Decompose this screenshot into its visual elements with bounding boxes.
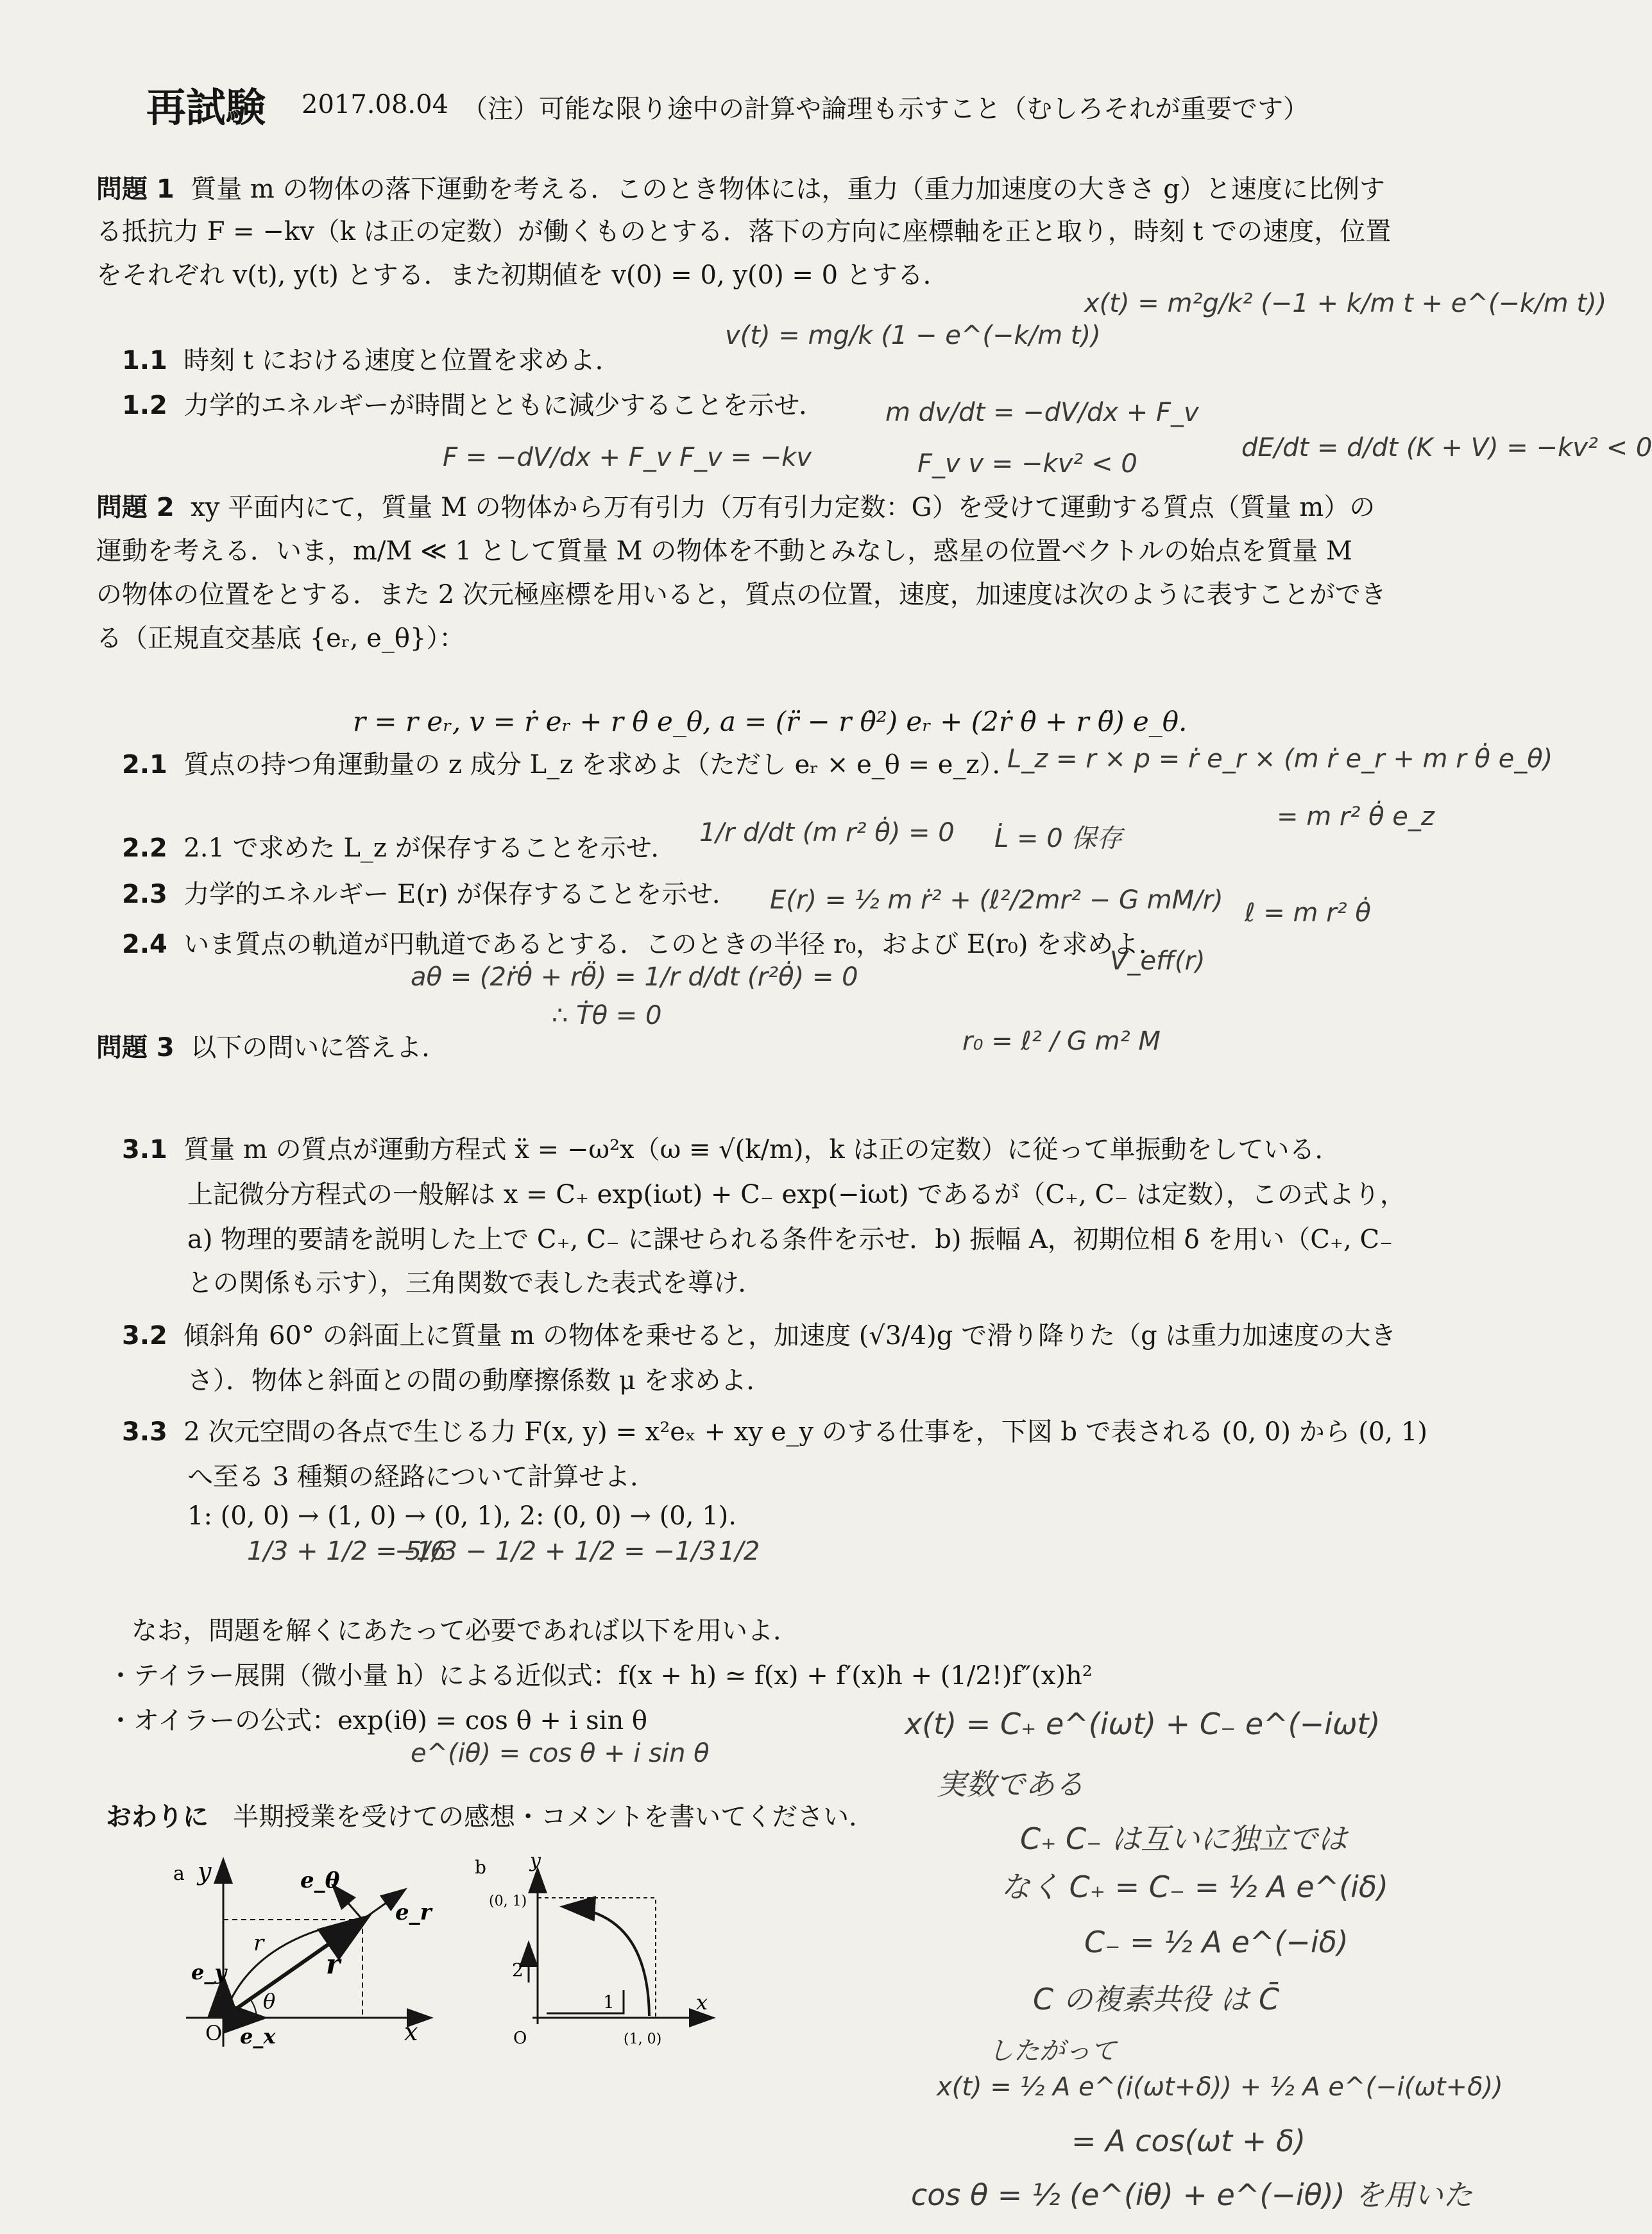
- figure-a-ey-label: e_y: [191, 1960, 226, 1984]
- problem-3-intro: 以下の問いに答えよ．: [191, 1033, 448, 1062]
- question-1-1-num: 1.1: [122, 346, 167, 375]
- question-2-4: [122, 924, 1164, 960]
- hw-lz-result: = m r² θ̇ e_z: [1277, 802, 1435, 831]
- problem-1-label: 問題 1: [96, 175, 175, 204]
- problem-2-line-4: る（正規直交基底 {eᵣ, e_θ}）：: [96, 624, 465, 653]
- question-3-1-num: 3.1: [122, 1135, 167, 1164]
- hw-work-path-3: −1/3 − 1/2 + 1/2 = −1/3: [395, 1537, 717, 1566]
- figure-a-ex-label: e_x: [240, 2024, 276, 2049]
- figure-a-y-label: y: [198, 1857, 212, 1886]
- hw-cos-identity: cos θ = ½ (e^(iθ) + e^(−iθ)) を用いた: [911, 2178, 1473, 2212]
- figure-a-er-label: e_r: [395, 1900, 432, 1925]
- hw-conjugate: C の複素共役 は C̄: [1033, 1982, 1280, 2017]
- hw-euler: e^(iθ) = cos θ + i sin θ: [411, 1739, 710, 1768]
- problem-1: [96, 168, 1385, 210]
- closing-label: おわりに: [106, 1802, 209, 1832]
- question-2-1-num: 2.1: [122, 750, 167, 780]
- closing-text: 半期授業を受けての感想・コメントを書いてください．: [233, 1802, 875, 1832]
- hw-not-independent: C₊ C₋ は互いに独立では: [1020, 1821, 1348, 1856]
- problem-2-line-2: 運動を考える．いま，m/M ≪ 1 として質量 M の物体を不動とみなし，惑星の位置ベクトルの始点を質量 M: [96, 536, 1352, 566]
- hw-c-plus: なく C₊ = C₋ = ½ A e^(iδ): [1001, 1870, 1388, 1904]
- figure-a-polar: [173, 1848, 443, 2066]
- question-2-2-num: 2.2: [122, 833, 167, 863]
- polar-equations: r = r eᵣ, v = ṙ eᵣ + r θ̇ e_θ, a = (r̈ − r θ̇²) eᵣ + (2ṙ θ̇ + r θ̈) e_θ.: [353, 706, 1188, 737]
- angle-arc: [250, 1999, 257, 2018]
- hw-veff: V_eff(r): [1110, 946, 1205, 976]
- question-2-1-text: 質点の持つ角運動量の z 成分 L_z を求めよ（ただし eᵣ × e_θ = e_z）．: [183, 750, 1018, 780]
- question-3-1-line-1: 質量 m の質点が運動方程式 ẍ = −ω²x（ω ≡ √(k/m)，k は正の定数）に従って単振動をしている．: [183, 1135, 1341, 1164]
- question-3-3: [122, 1411, 1427, 1448]
- problem-3: [96, 1027, 447, 1069]
- hw-force: F = −dV/dx + F_v F_v = −kv: [443, 443, 812, 472]
- figure-b-x-label: x: [696, 1990, 708, 2015]
- question-2-3: [122, 874, 738, 910]
- hw-energy: E(r) = ½ m ṙ² + (ℓ²/2mr² − G mM/r): [770, 885, 1223, 915]
- problem-1-line-2: る抵抗力 F = −kv（k は正の定数）が働くものとする．落下の方向に座標軸を正と取り，時刻 t での速度，位置: [96, 217, 1392, 246]
- hw-energy-rate: dE/dt = d/dt (K + V) = −kv² < 0: [1241, 433, 1652, 463]
- hw-cos-form: = A cos(ωt + δ): [1071, 2124, 1306, 2158]
- figure-a-origin: O: [205, 2021, 223, 2045]
- question-2-4-text: いま質点の軌道が円軌道であるとする．このときの半径 r₀，および E(r₀) を求めよ．: [183, 930, 1165, 959]
- figure-b-label: b: [475, 1857, 486, 1878]
- question-3-1-line-3: a) 物理的要請を説明した上で C₊, C₋ に課せられる条件を示せ．b) 振幅 A，初期位相 δ を用い（C₊, C₋: [187, 1225, 1393, 1254]
- problem-3-label: 問題 3: [96, 1033, 175, 1062]
- figure-a-etheta-label: e_θ: [300, 1868, 340, 1893]
- question-3-2: [122, 1315, 1396, 1352]
- hw-position: x(t) = m²g/k² (−1 + k/m t + e^(−k/m t)): [1084, 289, 1607, 318]
- question-2-4-num: 2.4: [122, 930, 167, 959]
- figure-b-point-01: (0, 1): [489, 1893, 527, 1909]
- figure-b-origin: O: [513, 2029, 527, 2048]
- question-1-2: [122, 385, 824, 422]
- figure-a-x-label: x: [404, 2018, 418, 2046]
- question-3-2-line-2: さ）．物体と斜面との間の動摩擦係数 μ を求めよ．: [187, 1366, 772, 1395]
- hw-eom: m dv/dt = −dV/dx + F_v: [885, 398, 1199, 427]
- position-vector: [223, 1918, 366, 2018]
- closing: [106, 1796, 874, 1833]
- figure-a-theta: θ: [263, 1989, 276, 2013]
- question-3-3-paths: 1: (0, 0) → (1, 0) → (0, 1), 2: (0, 0) → (0, 1).: [187, 1501, 737, 1531]
- figure-b-path-1: 1: [603, 1991, 615, 2013]
- question-2-2: [122, 828, 677, 864]
- question-3-2-num: 3.2: [122, 1321, 167, 1351]
- hw-c-minus: C₋ = ½ A e^(−iδ): [1084, 1925, 1349, 1959]
- question-1-2-num: 1.2: [122, 391, 167, 420]
- question-2-1: [122, 744, 1018, 781]
- figure-b-point-10: (1, 0): [624, 2031, 662, 2047]
- question-1-1: [122, 340, 621, 377]
- figure-b-y-label: y: [530, 1850, 541, 1872]
- figure-a-r-vector: r: [326, 1948, 341, 1980]
- question-3-2-line-1: 傾斜角 60° の斜面上に質量 m の物体を乗せると，加速度 (√3/4)g で滑り降りた（g は重力加速度の大き: [183, 1321, 1397, 1351]
- hw-conservation: 1/r d/dt (m r² θ̇) = 0: [699, 818, 955, 848]
- figure-b-paths: [475, 1848, 719, 2059]
- question-3-1-line-4: との関係も示す），三角関数で表した表式を導け．: [187, 1268, 764, 1298]
- hw-therefore-2: したがって: [988, 2036, 1116, 2066]
- question-3-3-num: 3.3: [122, 1417, 167, 1447]
- problem-2-label: 問題 2: [96, 493, 175, 522]
- hw-dissipation: F_v v = −kv² < 0: [917, 449, 1137, 479]
- hint-intro: なお，問題を解くにあたって必要であれば以下を用いよ．: [132, 1616, 799, 1646]
- question-3-1: [122, 1129, 1340, 1166]
- hw-velocity: v(t) = mg/k (1 − e^(−k/m t)): [725, 321, 1101, 350]
- hw-ell: ℓ = m r² θ̇: [1245, 898, 1371, 928]
- question-2-3-num: 2.3: [122, 880, 167, 909]
- problem-1-line-3: をそれぞれ v(t), y(t) とする．また初期値を v(0) = 0, y(0) = 0 とする．: [96, 260, 949, 290]
- question-1-2-text: 力学的エネルギーが時間とともに減少することを示せ．: [183, 391, 825, 420]
- problem-2-line-1: xy 平面内にて，質量 M の物体から万有引力（万有引力定数：G）を受けて運動する質点（質量 m）の: [191, 493, 1375, 522]
- question-3-1-line-2: 上記微分方程式の一般解は x = C₊ exp(iωt) + C₋ exp(−iωt) であるが（C₊, C₋ は定数），この式より，: [187, 1180, 1406, 1209]
- hw-angular-momentum: L_z = r × p = ṙ e_r × (m ṙ e_r + m r θ̇ e_θ): [1007, 744, 1553, 774]
- hw-work-path-2: 1/2: [719, 1537, 760, 1566]
- figure-b-path-2: 2: [512, 1959, 524, 1981]
- exam-date: 2017.08.04: [302, 90, 449, 119]
- hw-radius: r₀ = ℓ² / G m² M: [962, 1027, 1161, 1056]
- hw-solution: x(t) = ½ A e^(i(ωt+δ)) + ½ A e^(−i(ωt+δ)): [937, 2072, 1503, 2102]
- hw-real: 実数である: [937, 1767, 1084, 1802]
- hw-therefore: ∴ Ṫθ = 0: [552, 1001, 662, 1030]
- problem-2: [96, 486, 1375, 529]
- hw-work-path-1: 1/3 + 1/2 = 5/6: [247, 1537, 447, 1566]
- problem-2-line-3: の物体の位置をとする．また 2 次元極座標を用いると，質点の位置，速度，加速度は次のように表すことができ: [96, 580, 1386, 610]
- question-3-3-line-2: へ至る 3 種類の経路について計算せよ．: [187, 1462, 656, 1492]
- hint-euler: ・オイラーの公式：exp(iθ) = cos θ + i sin θ: [108, 1706, 648, 1735]
- problem-1-line-1: 質量 m の物体の落下運動を考える．このとき物体には，重力（重力加速度の大きさ g）と速度に比例す: [191, 175, 1385, 204]
- question-2-2-text: 2.1 で求めた L_z が保存することを示せ．: [183, 833, 677, 863]
- exam-note: （注）可能な限り途中の計算や論理も示すこと（むしろそれが重要です）: [462, 94, 1309, 124]
- hint-taylor: ・テイラー展開（微小量 h）による近似式：f(x + h) ≃ f(x) + f′(x)h + (1/2!)f″(x)h²: [108, 1661, 1093, 1691]
- exam-title: 再試験: [146, 84, 266, 131]
- hw-general-solution: x(t) = C₊ e^(iωt) + C₋ e^(−iωt): [905, 1707, 1381, 1741]
- hw-conserved: L̇ = 0 保存: [994, 824, 1123, 853]
- question-1-1-text: 時刻 t における速度と位置を求めよ．: [183, 346, 621, 375]
- figure-a-r-scalar: r: [253, 1931, 264, 1956]
- hw-a-theta: aθ = (2ṙθ̇ + rθ̈) = 1/r d/dt (r²θ̇) = 0: [411, 962, 858, 992]
- question-2-3-text: 力学的エネルギー E(r) が保存することを示せ．: [183, 880, 738, 909]
- figure-a-label: a: [173, 1863, 185, 1885]
- question-3-3-line-1: 2 次元空間の各点で生じる力 F(x, y) = x²eₓ + xy e_y のする仕事を，下図 b で表される (0, 0) から (0, 1): [183, 1417, 1427, 1447]
